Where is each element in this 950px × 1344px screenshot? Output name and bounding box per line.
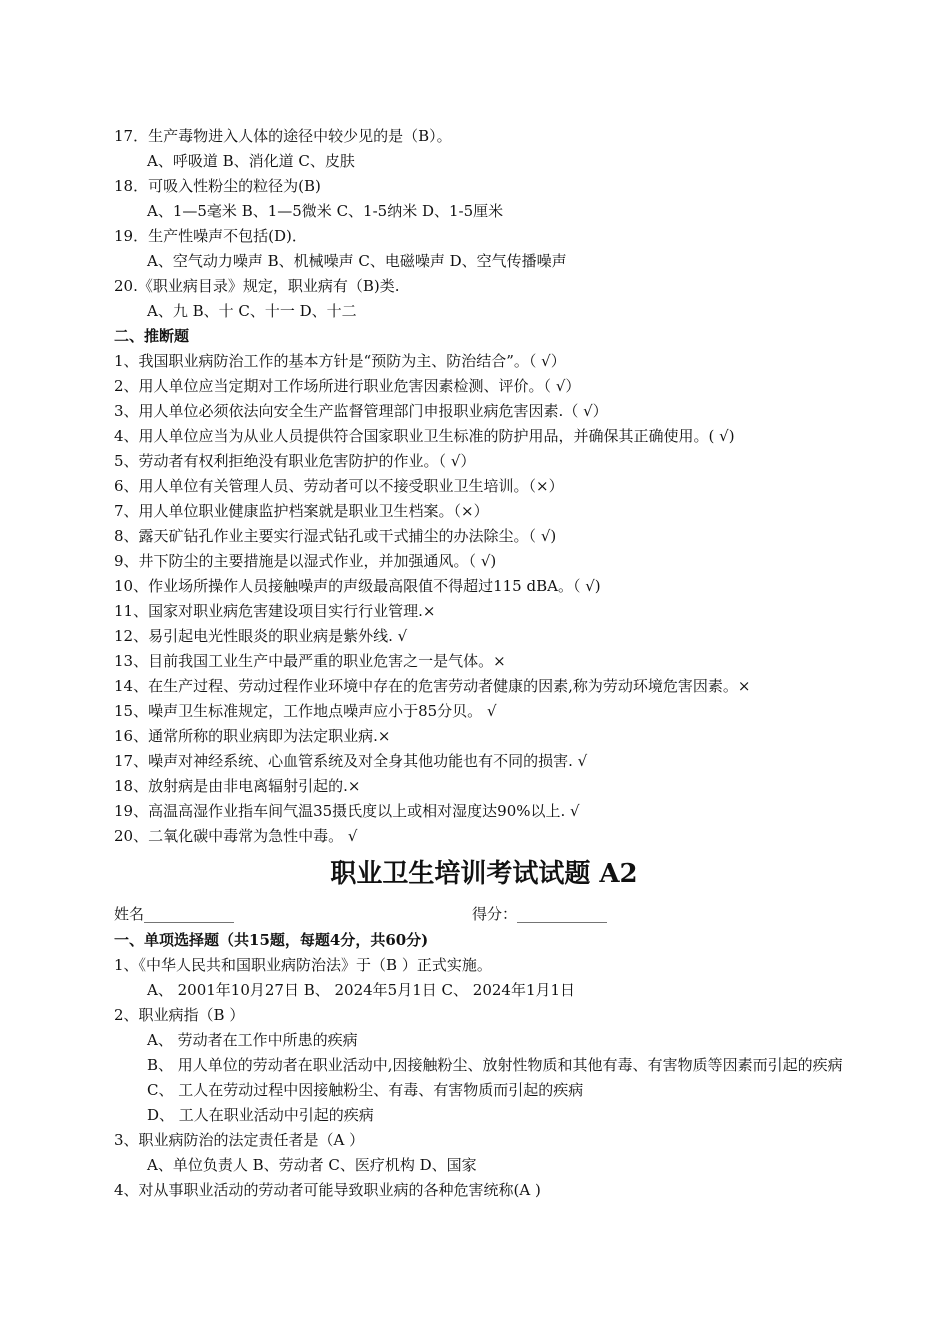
judgment-item: 14、在生产过程、劳动过程作业环境中存在的危害劳动者健康的因素,称为劳动环境危害因素。× (114, 677, 751, 695)
question-text: 1、《中华人民共和国职业病防治法》于（B ）正式实施。 (114, 956, 492, 974)
judgment-item: 12、易引起电光性眼炎的职业病是紫外线. √ (114, 627, 408, 645)
question-2 (114, 1003, 854, 1128)
score-blank: ____________ (517, 905, 608, 923)
question-options: A、空气动力噪声 B、机械噪声 C、电磁噪声 D、空气传播噪声 (147, 252, 567, 270)
question-text: 18．可吸入性粉尘的粒径为(B) (114, 177, 321, 195)
question-4 (114, 1178, 854, 1203)
exam-title: 职业卫生培训考试试题 A2 (330, 859, 638, 889)
question-text: 20.《职业病目录》规定，职业病有（B)类. (114, 277, 400, 295)
question-text: 19．生产性噪声不包括(D)． (114, 227, 307, 245)
score-field (472, 901, 607, 928)
judgment-list (114, 349, 854, 849)
part2-question-list (114, 953, 854, 1203)
judgment-item: 20、二氧化碳中毒常为急性中毒。 √ (114, 827, 358, 845)
option-a: A、 劳动者在工作中所患的疾病 (147, 1031, 358, 1049)
option-c: C、 工人在劳动过程中因接触粉尘、有毒、有害物质而引起的疾病 (147, 1081, 584, 1099)
question-text: 4、对从事职业活动的劳动者可能导致职业病的各种危害统称(A ) (114, 1181, 541, 1199)
judgment-section-heading: 二、推断题 (114, 327, 190, 345)
single-choice-section-heading: 一、单项选择题（共15题，每题4分，共60分) (114, 931, 429, 949)
judgment-item: 9、井下防尘的主要措施是以湿式作业，并加强通风。（ √) (114, 552, 497, 570)
question-20 (114, 274, 854, 324)
name-blank: ____________ (144, 905, 235, 923)
judgment-item: 6、用人单位有关管理人员、劳动者可以不接受职业卫生培训。（×） (114, 477, 564, 495)
name-field (114, 905, 234, 923)
part1-question-list (114, 124, 854, 324)
option-d: D、 工人在职业活动中引起的疾病 (147, 1106, 374, 1124)
judgment-item: 15、噪声卫生标准规定，工作地点噪声应小于85分贝。 √ (114, 702, 497, 720)
score-label: 得分： (472, 905, 518, 923)
question-18 (114, 174, 854, 224)
judgment-item: 7、用人单位职业健康监护档案就是职业卫生档案。（×） (114, 502, 489, 520)
judgment-item: 4、用人单位应当为从业人员提供符合国家职业卫生标准的防护用品，并确保其正确使用。( √) (114, 427, 735, 445)
judgment-item: 5、劳动者有权利拒绝没有职业危害防护的作业。（ √） (114, 452, 476, 470)
judgment-item: 11、国家对职业病危害建设项目实行行业管理.× (114, 602, 436, 620)
judgment-item: 13、目前我国工业生产中最严重的职业危害之一是气体。× (114, 652, 506, 670)
question-text: 2、职业病指（B ） (114, 1006, 245, 1024)
judgment-item: 10、作业场所操作人员接触噪声的声级最高限值不得超过115 dBA。（ √) (114, 577, 601, 595)
question-17 (114, 124, 854, 174)
question-19 (114, 224, 854, 274)
question-text: 17．生产毒物进入人体的途径中较少见的是（B）。 (114, 127, 452, 145)
question-options: A、1—5毫米 B、1—5微米 C、1-5纳米 D、1-5厘米 (147, 202, 504, 220)
question-options: A、呼吸道 B、消化道 C、皮肤 (147, 152, 355, 170)
document-content (114, 124, 854, 1203)
judgment-item: 16、通常所称的职业病即为法定职业病.× (114, 727, 391, 745)
judgment-item: 8、露天矿钻孔作业主要实行湿式钻孔或干式捕尘的办法除尘。（ √) (114, 527, 557, 545)
judgment-item: 1、我国职业病防治工作的基本方针是“预防为主、防治结合”。（ √） (114, 352, 566, 370)
question-options: A、九 B、十 C、十一 D、十二 (147, 302, 357, 320)
judgment-item: 19、高温高湿作业指车间气温35摄氏度以上或相对湿度达90%以上. √ (114, 802, 580, 820)
judgment-item: 2、用人单位应当定期对工作场所进行职业危害因素检测、评价。（ √） (114, 377, 581, 395)
question-text: 3、职业病防治的法定责任者是（A ） (114, 1131, 365, 1149)
question-options: A、 2001年10月27日 B、 2024年5月1日 C、 2024年1月1日 (147, 981, 576, 999)
question-3 (114, 1128, 854, 1178)
name-label: 姓名 (114, 905, 145, 923)
name-score-row (114, 901, 854, 928)
question-1 (114, 953, 854, 1003)
judgment-item: 17、噪声对神经系统、心血管系统及对全身其他功能也有不同的损害. √ (114, 752, 588, 770)
option-b: B、 用人单位的劳动者在职业活动中,因接触粉尘、放射性物质和其他有毒、有害物质等因素而引起的疾病 (147, 1056, 843, 1074)
judgment-item: 18、放射病是由非电离辐射引起的.× (114, 777, 361, 795)
judgment-item: 3、用人单位必须依法向安全生产监督管理部门申报职业病危害因素.（ √） (114, 402, 608, 420)
question-options: A、单位负责人 B、劳动者 C、医疗机构 D、国家 (147, 1156, 477, 1174)
